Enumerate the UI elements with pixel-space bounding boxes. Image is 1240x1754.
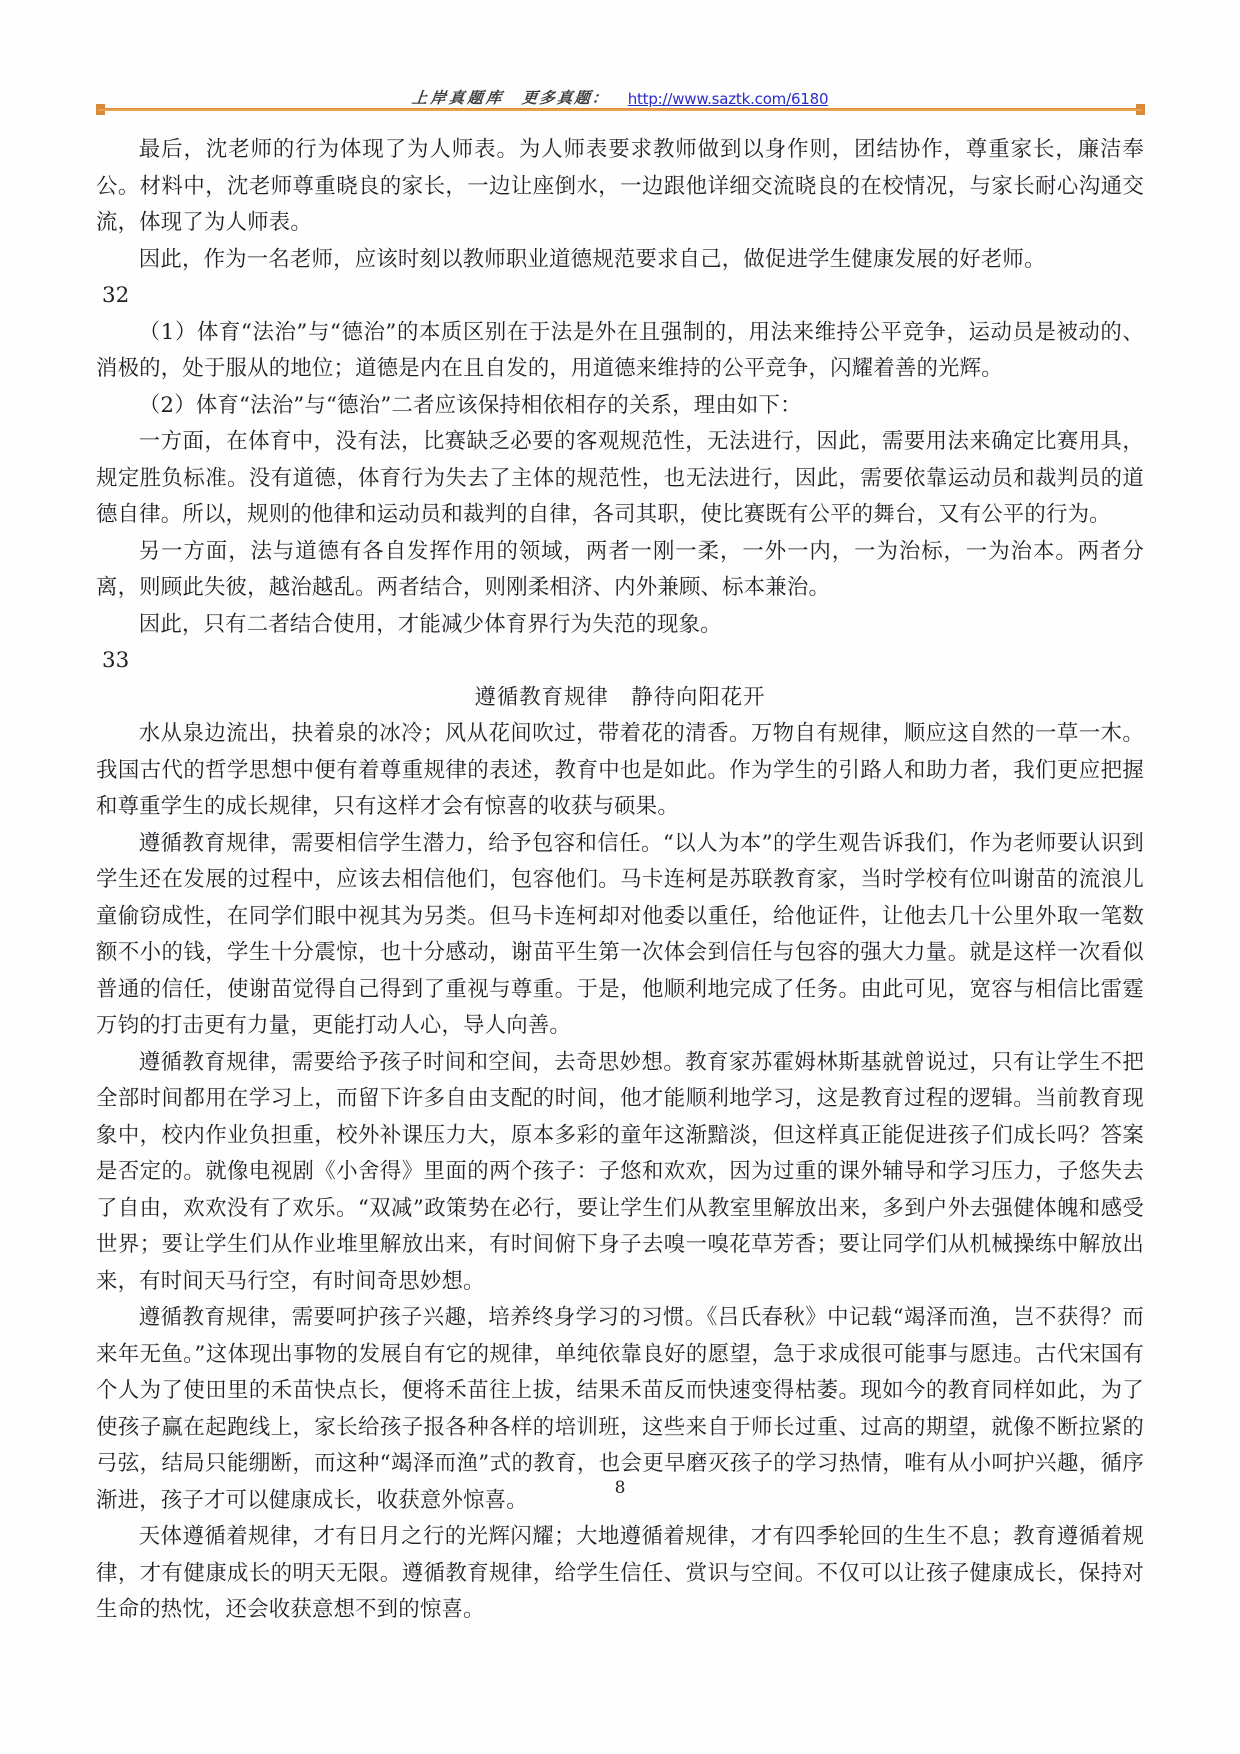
- site-brand: 上岸真题库: [410, 89, 506, 107]
- body-paragraph: （2）体育“法治”与“德治”二者应该保持相依相存的关系，理由如下：: [138, 392, 802, 418]
- body-paragraph: 水从泉边流出，抉着泉的冰冷；风从花间吹过，带着花的清香。万物自有规律，顺应这自然的一草一木。我国古代的哲学思想中便有着尊重规律的表述，教育中也是如此。作为学生的引路人和助力者，我们更应把握和尊重学生的成长规律，只有这样才会有惊喜的收获与硕果。: [96, 721, 1144, 819]
- question-number: 32: [102, 283, 130, 308]
- page-header: [0, 76, 1240, 110]
- page-number: 8: [614, 1478, 626, 1498]
- body-paragraph: 最后，沈老师的行为体现了为人师表。为人师表要求教师做到以身作则，团结协作，尊重家长，廉洁奉公。材料中，沈老师尊重晓良的家长，一边让座倒水，一边跟他详细交流晓良的在校情况，与家长耐心沟通交流，体现了为人师表。: [96, 137, 1144, 235]
- body-paragraph: 因此，只有二者结合使用，才能减少体育界行为失范的现象。: [138, 611, 722, 637]
- header-divider-rule: [98, 108, 1142, 111]
- document-body: [96, 132, 1144, 1629]
- body-paragraph: 天体遵循着规律，才有日月之行的光辉闪耀；大地遵循着规律，才有四季轮回的生生不息；教育遵循着规律，才有健康成长的明天无限。遵循教育规律，给学生信任、赏识与空间。不仅可以让孩子健康成长，保持对生命的热忱，还会收获意想不到的惊喜。: [96, 1524, 1144, 1622]
- body-paragraph: 遵循教育规律，需要相信学生潜力，给予包容和信任。“以人为本”的学生观告诉我们，作为老师要认识到学生还在发展的过程中，应该去相信他们，包容他们。马卡连柯是苏联教育家，当时学校有位叫谢苗的流浪儿童偷窃成性，在同学们眼中视其为另类。但马卡连柯却对他委以重任，给他证件，让他去几十公里外取一笔数额不小的钱，学生十分震惊，也十分感动，谢苗平生第一次体会到信任与包容的强大力量。就是这样一次看似普通的信任，使谢苗觉得自己得到了重视与尊重。于是，他顺利地完成了任务。由此可见，宽容与相信比雷霆万钧的打击更有力量，更能打动人心，导人向善。: [96, 830, 1144, 1038]
- more-questions-label: 更多真题：: [521, 89, 611, 107]
- essay-title: 遵循教育规律 静待向阳花开: [474, 684, 766, 710]
- body-paragraph: （1）体育“法治”与“德治”的本质区别在于法是外在且强制的，用法来维持公平竞争，运动员是被动的、消极的，处于服从的地位；道德是内在且自发的，用道德来维持的公平竞争，闪耀着善的光辉。: [96, 319, 1144, 381]
- question-number: 33: [102, 648, 130, 673]
- body-paragraph: 因此，作为一名老师，应该时刻以教师职业道德规范要求自己，做促进学生健康发展的好老师。: [138, 246, 1046, 272]
- site-url-link[interactable]: http://www.saztk.com/6180: [627, 90, 829, 108]
- body-paragraph: 遵循教育规律，需要呵护孩子兴趣，培养终身学习的习惯。《吕氏春秋》中记载“竭泽而渔，岂不获得？而来年无鱼。”这体现出事物的发展自有它的规律，单纯依靠良好的愿望，急于求成很可能事与愿违。古代宋国有个人为了使田里的禾苗快点长，便将禾苗往上拔，结果禾苗反而快速变得枯萎。现如今的教育同样如此，为了使孩子赢在起跑线上，家长给孩子报各种各样的培训班，这些来自于师长过重、过高的期望，就像不断拉紧的弓弦，结局只能绷断，而这种“竭泽而渔”式的教育，也会更早磨灭孩子的学习热情，唯有从小呵护兴趣，循序渐进，孩子才可以健康成长，收获意外惊喜。: [96, 1305, 1144, 1513]
- body-paragraph: 另一方面，法与道德有各自发挥作用的领域，两者一刚一柔，一外一内，一为治标，一为治本。两者分离，则顾此失彼，越治越乱。两者结合，则刚柔相济、内外兼顾、标本兼治。: [96, 538, 1144, 600]
- body-paragraph: 一方面，在体育中，没有法，比赛缺乏必要的客观规范性，无法进行，因此，需要用法来确定比赛用具，规定胜负标准。没有道德，体育行为失去了主体的规范性，也无法进行，因此，需要依靠运动员和裁判员的道德自律。所以，规则的他律和运动员和裁判的自律，各司其职，使比赛既有公平的舞台，又有公平的行为。: [96, 429, 1144, 527]
- body-paragraph: 遵循教育规律，需要给予孩子时间和空间，去奇思妙想。教育家苏霍姆林斯基就曾说过，只有让学生不把全部时间都用在学习上，而留下许多自由支配的时间，他才能顺利地学习，这是教育过程的逻辑。当前教育现象中，校内作业负担重，校外补课压力大，原本多彩的童年这渐黯淡，但这样真正能促进孩子们成长吗？答案是否定的。就像电视剧《小舍得》里面的两个孩子：子悠和欢欢，因为过重的课外辅导和学习压力，子悠失去了自由，欢欢没有了欢乐。“双减”政策势在必行，要让学生们从教室里解放出来，多到户外去强健体魄和感受世界；要让学生们从作业堆里解放出来，有时间俯下身子去嗅一嗅花草芳香；要让同学们从机械操练中解放出来，有时间天马行空，有时间奇思妙想。: [96, 1049, 1144, 1294]
